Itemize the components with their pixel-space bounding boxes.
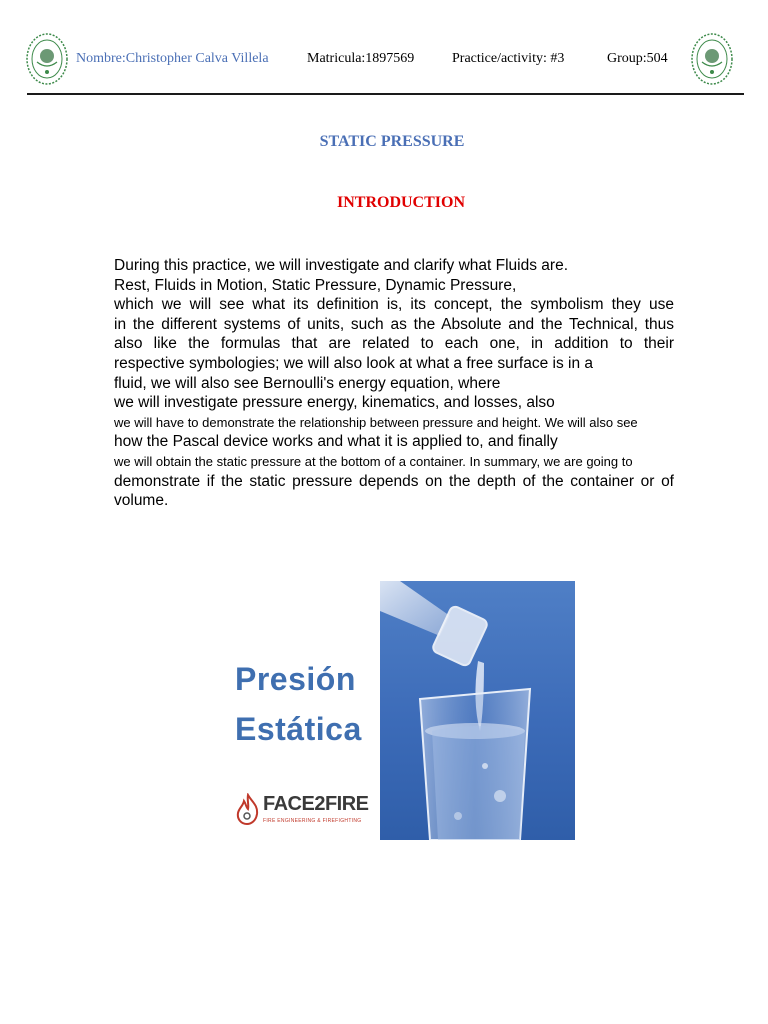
university-seal-icon	[25, 32, 69, 86]
brand-name: FACE2FIRE	[263, 793, 369, 815]
section-heading: INTRODUCTION	[336, 194, 465, 211]
group-number: Group:504	[607, 51, 668, 66]
header-divider	[27, 93, 744, 95]
student-name: Nombre:Christopher Calva Villela	[76, 51, 269, 66]
paragraph-line: we will investigate pressure energy, kinematics, and losses, also	[114, 394, 555, 412]
activity-number: Practice/activity: #3	[452, 51, 565, 66]
flame-icon	[235, 793, 261, 825]
student-id: Matricula:1897569	[307, 51, 415, 66]
paragraph-line: fluid, we will also see Bernoulli's energy equation, where	[114, 374, 501, 392]
figure-title-line2: Estática	[235, 711, 362, 747]
paragraph-line: respective symbologies; we will also look at what a free surface is in a	[114, 354, 593, 372]
paragraph-line: which we will see what its definition is, its concept, the symbolism they use	[114, 296, 674, 314]
brand-logo	[235, 791, 375, 827]
paragraph-line: we will have to demonstrate the relationship between pressure and height. We will also see	[114, 414, 638, 430]
introduction-paragraph	[114, 256, 674, 511]
figure-title-line1: Presión	[235, 661, 356, 697]
faculty-seal-icon	[690, 32, 734, 86]
document-title: STATIC PRESSURE	[319, 133, 465, 150]
water-glass-photo	[380, 581, 575, 840]
brand-tagline: FIRE ENGINEERING & FIREFIGHTING	[263, 818, 362, 824]
paragraph-line: demonstrate if the static pressure depends on the depth of the container or of	[114, 472, 674, 490]
paragraph-line: we will obtain the static pressure at the bottom of a container. In summary, we are going to	[114, 453, 633, 469]
pouring-water-image	[380, 581, 575, 840]
static-pressure-figure	[231, 581, 575, 840]
paragraph-line: in the different systems of units, such as the Absolute and the Technical, thus	[114, 315, 674, 333]
document-header	[0, 0, 768, 96]
paragraph-line: how the Pascal device works and what it is applied to, and finally	[114, 433, 558, 451]
paragraph-line: also like the formulas that are related to each one, in addition to their	[114, 335, 674, 353]
paragraph-line: Rest, Fluids in Motion, Static Pressure, Dynamic Pressure,	[114, 276, 517, 294]
paragraph-line: volume.	[114, 492, 169, 510]
paragraph-line: During this practice, we will investigate and clarify what Fluids are.	[114, 257, 568, 274]
